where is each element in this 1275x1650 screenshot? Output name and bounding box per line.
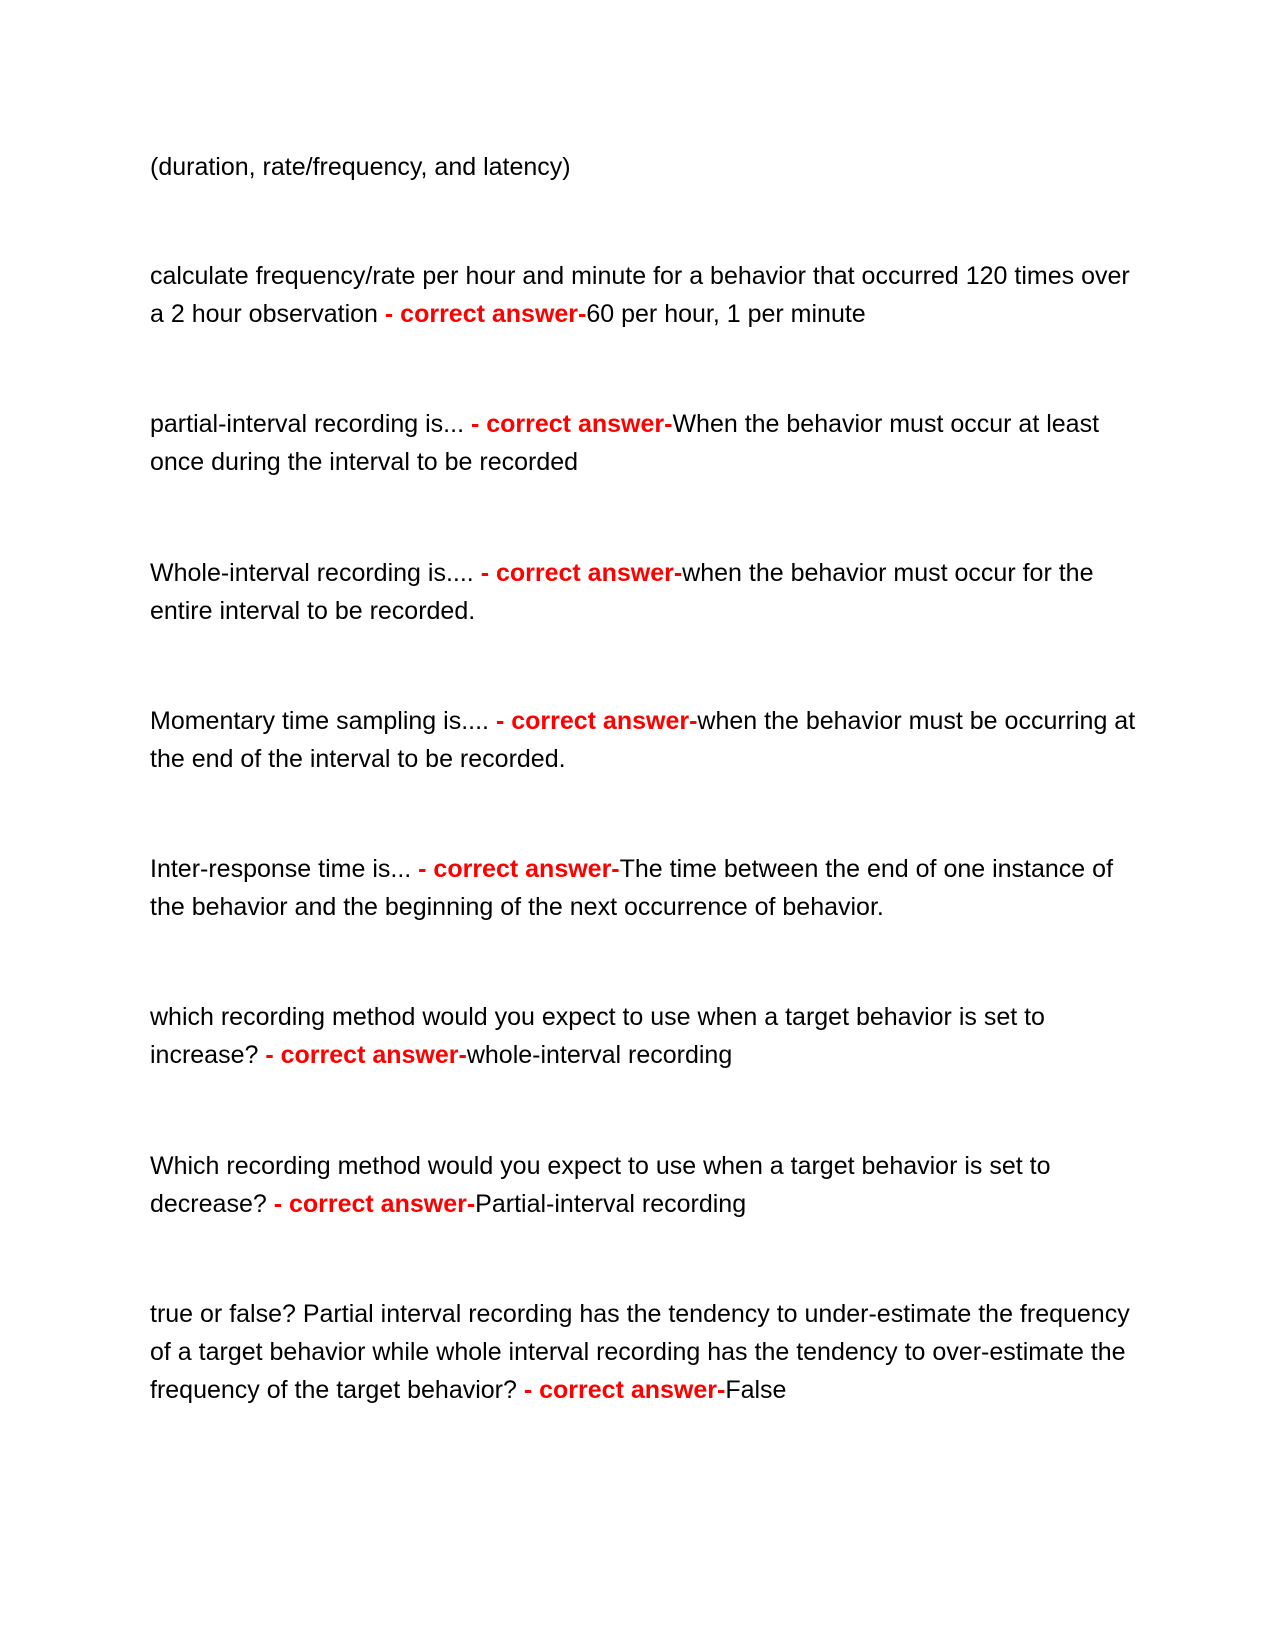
question-text: calculate frequency/rate per hour and minute for a behavior that occurred 120 times over a 2 hour observation <box>150 262 1130 328</box>
answer-label: - correct answer- <box>273 1190 476 1218</box>
question-text: Momentary time sampling is.... <box>150 707 496 735</box>
qa-item <box>150 1147 1140 1223</box>
answer-label: - correct answer- <box>418 855 620 883</box>
answer-text: 60 per hour, 1 per minute <box>586 300 866 328</box>
answer-label: - correct answer- <box>384 300 587 328</box>
answer-text: The time between the end of one instance of the behavior and the beginning of the next occurrence of behavior. <box>150 855 1114 921</box>
question-text: which recording method would you expect to use when a target behavior is set to increase? <box>150 1003 1045 1069</box>
answer-text: when the behavior must be occurring at the end of the interval to be recorded. <box>150 707 1136 773</box>
answer-label: - correct answer- <box>470 410 673 438</box>
answer-text: when the behavior must occur for the entire interval to be recorded. <box>150 559 1094 625</box>
qa-item <box>150 850 1140 926</box>
qa-item <box>150 998 1140 1074</box>
answer-text: Partial-interval recording <box>475 1190 747 1218</box>
qa-item <box>150 405 1140 481</box>
answer-text: False <box>725 1376 787 1404</box>
question-text: Inter-response time is... <box>150 855 419 883</box>
answer-label: - correct answer- <box>480 559 683 587</box>
question-text: Whole-interval recording is.... <box>150 559 481 587</box>
answer-label: - correct answer- <box>495 707 698 735</box>
intro-line: (duration, rate/frequency, and latency) <box>150 153 571 181</box>
answer-label: - correct answer- <box>523 1376 726 1404</box>
question-text: partial-interval recording is... <box>150 410 471 438</box>
qa-item <box>150 1295 1140 1409</box>
question-text: Which recording method would you expect to use when a target behavior is set to decrease? <box>150 1152 1051 1218</box>
question-text: true or false? Partial interval recording has the tendency to under-estimate the frequency of a target behavior while whole interval recording has the tendency to over-estimate the frequency of the target behavior? <box>150 1300 1130 1404</box>
qa-item <box>150 702 1140 778</box>
qa-item <box>150 257 1140 333</box>
answer-text: When the behavior must occur at least once during the interval to be recorded <box>150 410 1100 476</box>
qa-item <box>150 554 1140 630</box>
answer-label: - correct answer- <box>265 1041 467 1069</box>
answer-text: whole-interval recording <box>466 1041 733 1069</box>
